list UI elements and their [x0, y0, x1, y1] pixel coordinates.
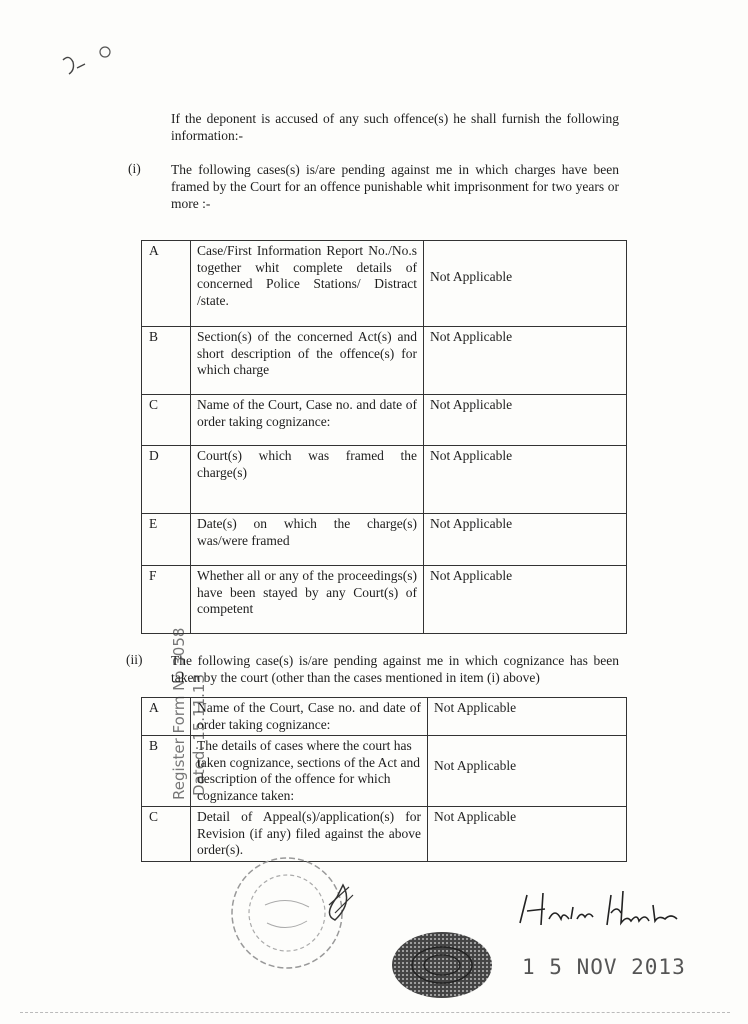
row-value: Not Applicable: [428, 807, 627, 862]
row-letter: D: [142, 446, 191, 514]
scan-edge-line: [20, 1012, 730, 1013]
row-letter: F: [142, 566, 191, 634]
table-row: [142, 566, 627, 634]
cognizance-table: [141, 697, 627, 862]
intro-paragraph: If the deponent is accused of any such offence(s) he shall furnish the following information:-: [171, 111, 619, 143]
row-description: Court(s) which was framed the charge(s): [191, 446, 424, 514]
table-row: [142, 698, 627, 736]
table-row: [142, 446, 627, 514]
item-number-ii: (ii): [126, 652, 143, 667]
table-row: [142, 736, 627, 807]
side-stamp-line2: Dated: 15.11.13: [190, 674, 208, 796]
side-stamp-line1: Register Form No 3058: [170, 627, 188, 800]
row-description: Whether all or any of the proceedings(s) have been stayed by any Court(s) of competent: [191, 566, 424, 634]
row-letter: B: [142, 327, 191, 395]
row-value: Not Applicable: [424, 446, 627, 514]
table-row: [142, 395, 627, 446]
table-row: [142, 514, 627, 566]
row-description: Name of the Court, Case no. and date of order taking cognizance:: [191, 395, 424, 446]
row-value: Not Applicable: [424, 566, 627, 634]
row-description: Name of the Court, Case no. and date of order taking cognizance:: [191, 698, 428, 736]
row-description: The details of cases where the court has taken cognizance, sections of the Act and description of the offence for which cognizance taken:: [191, 736, 428, 807]
date-stamp: 1 5 NOV 2013: [522, 955, 686, 979]
row-letter: B: [142, 736, 191, 807]
row-letter: C: [142, 395, 191, 446]
table-row: [142, 241, 627, 327]
thumb-impression: [390, 930, 495, 1000]
row-value: Not Applicable: [424, 327, 627, 395]
row-description: Date(s) on which the charge(s) was/were framed: [191, 514, 424, 566]
table-row: [142, 327, 627, 395]
row-description: Section(s) of the concerned Act(s) and short description of the offence(s) for which charge: [191, 327, 424, 395]
pending-charges-table: [141, 240, 627, 634]
row-value: Not Applicable: [424, 514, 627, 566]
row-value: Not Applicable: [428, 698, 627, 736]
row-description: Case/First Information Report No./No.s together whit complete details of concerned Police Stations/ Distract /state.: [191, 241, 424, 327]
row-value: Not Applicable: [424, 241, 627, 327]
handwritten-page-mark: [55, 40, 125, 85]
row-description: Detail of Appeal(s)/application(s) for Revision (if any) filed against the above order(s).: [191, 807, 428, 862]
row-value: Not Applicable: [428, 736, 627, 807]
row-letter: A: [142, 698, 191, 736]
table-row: [142, 807, 627, 862]
item-i-text: The following cases(s) is/are pending against me in which charges have been framed by the Court for an offence punishable whit imprisonment for two years or more :-: [171, 162, 619, 211]
item-number-i: (i): [128, 161, 141, 176]
official-seal: [225, 845, 365, 975]
row-letter: A: [142, 241, 191, 327]
row-value: Not Applicable: [424, 395, 627, 446]
item-ii-text: The following case(s) is/are pending against me in which cognizance has been taken by the court (other than the cases mentioned in item (i) above): [171, 653, 619, 685]
row-letter: E: [142, 514, 191, 566]
row-letter: C: [142, 807, 191, 862]
signature: [515, 885, 695, 935]
